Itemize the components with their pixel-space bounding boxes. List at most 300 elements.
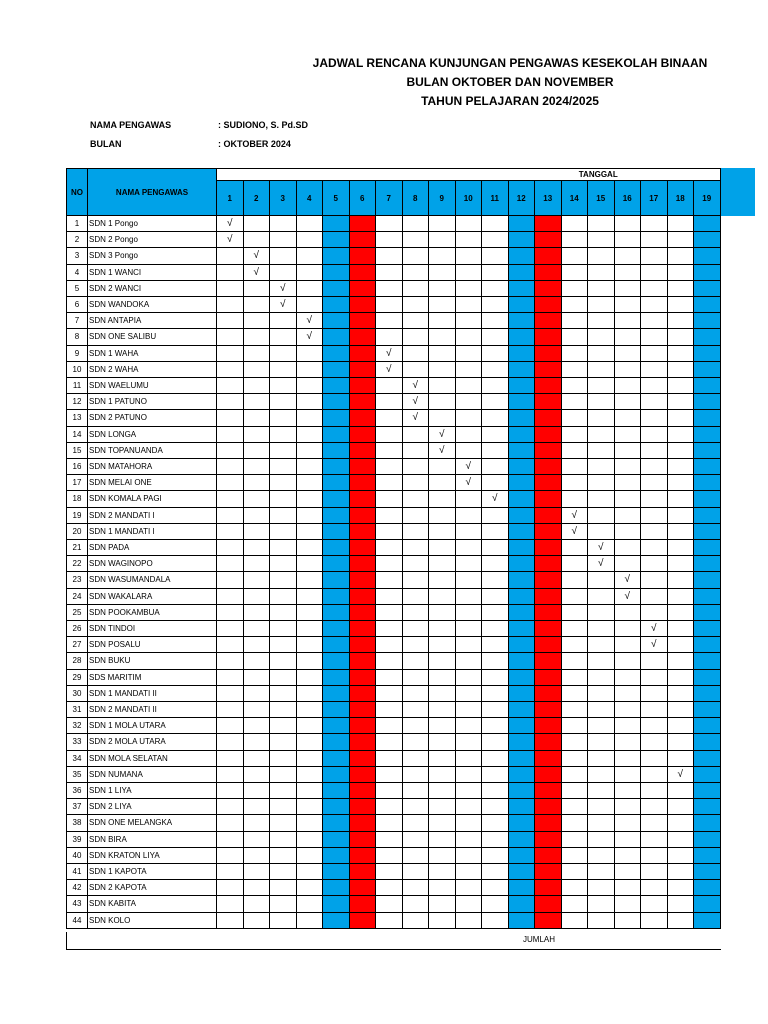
day-cell xyxy=(350,670,377,686)
day-cell xyxy=(244,459,271,475)
day-cell xyxy=(297,216,324,232)
day-cell xyxy=(535,540,562,556)
school-name: SDN 2 KAPOTA xyxy=(88,880,217,896)
day-cell xyxy=(694,605,721,621)
day-cell xyxy=(456,508,483,524)
day-cell xyxy=(562,297,589,313)
day-cell xyxy=(350,815,377,831)
day-cell xyxy=(403,718,430,734)
day-cell xyxy=(376,815,403,831)
day-cell xyxy=(376,216,403,232)
day-cell xyxy=(323,491,350,507)
day-cell xyxy=(297,508,324,524)
day-cell xyxy=(641,880,668,896)
school-name: SDN TOPANUANDA xyxy=(88,443,217,459)
day-cell xyxy=(217,248,244,264)
check-mark: √ xyxy=(244,265,271,281)
day-cell xyxy=(376,572,403,588)
row-number: 7 xyxy=(66,313,88,329)
day-cell xyxy=(562,491,589,507)
day-cell xyxy=(562,913,589,929)
day-cell xyxy=(403,605,430,621)
day-cell xyxy=(350,443,377,459)
day-cell xyxy=(217,524,244,540)
day-cell xyxy=(323,540,350,556)
day-cell xyxy=(429,913,456,929)
day-cell xyxy=(217,605,244,621)
day-cell xyxy=(668,524,695,540)
day-cell xyxy=(694,815,721,831)
row-number: 44 xyxy=(66,913,88,929)
day-cell xyxy=(217,378,244,394)
day-cell xyxy=(668,896,695,912)
day-cell xyxy=(588,848,615,864)
day-cell xyxy=(482,815,509,831)
day-cell xyxy=(244,783,271,799)
day-cell xyxy=(588,459,615,475)
day-cell xyxy=(323,508,350,524)
day-cell xyxy=(217,410,244,426)
day-cell xyxy=(429,281,456,297)
day-cell xyxy=(456,232,483,248)
row-number: 27 xyxy=(66,637,88,653)
day-cell xyxy=(694,913,721,929)
day-cell xyxy=(615,751,642,767)
day-cell xyxy=(509,362,536,378)
day-cell xyxy=(456,686,483,702)
day-cell xyxy=(615,524,642,540)
check-mark: √ xyxy=(244,248,271,264)
day-cell xyxy=(641,589,668,605)
day-cell xyxy=(615,686,642,702)
day-cell xyxy=(562,362,589,378)
day-cell xyxy=(509,896,536,912)
day-cell xyxy=(562,670,589,686)
day-cell xyxy=(270,913,297,929)
day-cell xyxy=(350,848,377,864)
day-header-9: 9 xyxy=(429,180,456,216)
day-cell xyxy=(482,767,509,783)
day-cell xyxy=(694,410,721,426)
day-cell xyxy=(376,702,403,718)
check-mark: √ xyxy=(482,491,509,507)
column-header-no: NO xyxy=(66,168,88,216)
day-header-14: 14 xyxy=(562,180,589,216)
day-header-13: 13 xyxy=(535,180,562,216)
day-cell xyxy=(403,686,430,702)
row-number: 26 xyxy=(66,621,88,637)
day-cell xyxy=(376,265,403,281)
day-cell xyxy=(482,459,509,475)
day-cell xyxy=(456,832,483,848)
day-cell xyxy=(615,508,642,524)
day-cell xyxy=(429,475,456,491)
day-cell xyxy=(323,702,350,718)
day-cell xyxy=(615,864,642,880)
day-cell xyxy=(588,767,615,783)
day-cell xyxy=(482,605,509,621)
day-cell xyxy=(641,718,668,734)
day-cell xyxy=(429,524,456,540)
day-cell xyxy=(535,475,562,491)
day-cell xyxy=(403,524,430,540)
check-mark: √ xyxy=(217,232,244,248)
day-cell xyxy=(509,589,536,605)
day-cell xyxy=(350,297,377,313)
row-number: 25 xyxy=(66,605,88,621)
day-cell xyxy=(588,653,615,669)
day-cell xyxy=(244,799,271,815)
day-cell xyxy=(429,459,456,475)
day-cell xyxy=(615,297,642,313)
day-cell xyxy=(615,232,642,248)
day-cell xyxy=(323,653,350,669)
school-name: SDN 1 KAPOTA xyxy=(88,864,217,880)
day-header-18: 18 xyxy=(668,180,695,216)
day-cell xyxy=(509,329,536,345)
day-header-11: 11 xyxy=(482,180,509,216)
day-cell xyxy=(694,751,721,767)
day-cell xyxy=(615,832,642,848)
day-cell xyxy=(244,378,271,394)
day-cell xyxy=(509,605,536,621)
day-cell xyxy=(270,637,297,653)
day-cell xyxy=(509,864,536,880)
day-cell xyxy=(403,589,430,605)
day-cell xyxy=(403,313,430,329)
day-cell xyxy=(562,329,589,345)
day-cell xyxy=(641,605,668,621)
day-cell xyxy=(668,313,695,329)
day-cell xyxy=(615,427,642,443)
day-cell xyxy=(217,653,244,669)
row-number: 5 xyxy=(66,281,88,297)
day-cell xyxy=(456,880,483,896)
day-cell xyxy=(668,394,695,410)
day-cell xyxy=(588,346,615,362)
day-cell xyxy=(456,556,483,572)
day-cell xyxy=(429,848,456,864)
day-cell xyxy=(509,556,536,572)
day-cell xyxy=(615,734,642,750)
row-number: 39 xyxy=(66,832,88,848)
day-cell xyxy=(535,880,562,896)
day-cell xyxy=(297,346,324,362)
school-name: SDN KRATON LIYA xyxy=(88,848,217,864)
day-cell xyxy=(270,459,297,475)
day-cell xyxy=(668,718,695,734)
day-cell xyxy=(429,410,456,426)
day-cell xyxy=(323,313,350,329)
day-cell xyxy=(641,767,668,783)
day-cell xyxy=(535,265,562,281)
day-cell xyxy=(509,880,536,896)
day-cell xyxy=(694,832,721,848)
day-cell xyxy=(376,848,403,864)
day-cell xyxy=(668,670,695,686)
day-header-1: 1 xyxy=(217,180,244,216)
day-cell xyxy=(694,427,721,443)
day-cell xyxy=(694,346,721,362)
day-cell xyxy=(509,783,536,799)
day-cell xyxy=(429,751,456,767)
day-cell xyxy=(562,394,589,410)
day-header-6: 6 xyxy=(350,180,377,216)
row-number: 19 xyxy=(66,508,88,524)
day-cell xyxy=(376,378,403,394)
day-cell xyxy=(615,362,642,378)
day-cell xyxy=(350,864,377,880)
day-cell xyxy=(376,864,403,880)
day-cell xyxy=(694,767,721,783)
day-cell xyxy=(376,718,403,734)
day-cell xyxy=(615,670,642,686)
day-cell xyxy=(297,848,324,864)
school-name: SDN MELAI ONE xyxy=(88,475,217,491)
row-number: 22 xyxy=(66,556,88,572)
school-name: SDN POSALU xyxy=(88,637,217,653)
day-cell xyxy=(641,556,668,572)
day-cell xyxy=(244,232,271,248)
row-number: 33 xyxy=(66,734,88,750)
day-cell xyxy=(429,734,456,750)
day-cell xyxy=(694,589,721,605)
day-cell xyxy=(456,653,483,669)
day-cell xyxy=(376,832,403,848)
day-cell xyxy=(482,572,509,588)
day-cell xyxy=(217,621,244,637)
day-cell xyxy=(429,329,456,345)
school-name: SDN 2 MANDATI II xyxy=(88,702,217,718)
day-cell xyxy=(482,670,509,686)
day-cell xyxy=(615,718,642,734)
day-cell xyxy=(217,702,244,718)
day-cell xyxy=(270,443,297,459)
day-cell xyxy=(429,508,456,524)
day-cell xyxy=(376,410,403,426)
day-cell xyxy=(668,913,695,929)
day-cell xyxy=(562,346,589,362)
day-cell xyxy=(403,799,430,815)
day-cell xyxy=(350,702,377,718)
day-cell xyxy=(350,783,377,799)
day-cell xyxy=(376,799,403,815)
day-cell xyxy=(615,848,642,864)
school-name: SDN 2 Pongo xyxy=(88,232,217,248)
day-header-3: 3 xyxy=(270,180,297,216)
school-name: SDN KABITA xyxy=(88,896,217,912)
school-name: SDN 2 MOLA UTARA xyxy=(88,734,217,750)
day-cell xyxy=(297,524,324,540)
day-cell xyxy=(297,702,324,718)
school-name: SDN 2 WAHA xyxy=(88,362,217,378)
day-cell xyxy=(588,297,615,313)
day-cell xyxy=(323,670,350,686)
day-cell xyxy=(244,491,271,507)
day-cell xyxy=(668,605,695,621)
day-cell xyxy=(668,475,695,491)
day-cell xyxy=(615,410,642,426)
day-cell xyxy=(535,621,562,637)
day-cell xyxy=(509,653,536,669)
day-cell xyxy=(244,637,271,653)
day-cell xyxy=(270,572,297,588)
day-cell xyxy=(270,799,297,815)
day-cell xyxy=(562,751,589,767)
day-cell xyxy=(456,670,483,686)
day-cell xyxy=(694,572,721,588)
row-number: 6 xyxy=(66,297,88,313)
day-cell xyxy=(456,637,483,653)
day-cell xyxy=(456,281,483,297)
day-cell xyxy=(588,394,615,410)
day-cell xyxy=(403,896,430,912)
day-cell xyxy=(376,281,403,297)
day-cell xyxy=(323,475,350,491)
day-cell xyxy=(270,540,297,556)
day-cell xyxy=(509,572,536,588)
day-cell xyxy=(641,346,668,362)
day-cell xyxy=(244,832,271,848)
day-cell xyxy=(297,378,324,394)
day-cell xyxy=(562,621,589,637)
row-number: 24 xyxy=(66,589,88,605)
day-cell xyxy=(429,864,456,880)
day-cell xyxy=(429,896,456,912)
day-cell xyxy=(668,362,695,378)
day-cell xyxy=(297,232,324,248)
day-cell xyxy=(615,378,642,394)
document-year: TAHUN PELAJARAN 2024/2025 xyxy=(421,94,599,108)
day-cell xyxy=(535,718,562,734)
day-cell xyxy=(509,832,536,848)
check-mark: √ xyxy=(376,362,403,378)
day-cell xyxy=(668,653,695,669)
day-cell xyxy=(694,864,721,880)
check-mark: √ xyxy=(270,297,297,313)
day-cell xyxy=(615,767,642,783)
school-name: SDN WAELUMU xyxy=(88,378,217,394)
day-cell xyxy=(668,443,695,459)
day-cell xyxy=(376,783,403,799)
month-label: BULAN xyxy=(90,139,122,149)
day-cell xyxy=(482,297,509,313)
day-cell xyxy=(456,767,483,783)
check-mark: √ xyxy=(403,378,430,394)
day-cell xyxy=(297,734,324,750)
row-number: 9 xyxy=(66,346,88,362)
day-cell xyxy=(641,686,668,702)
day-cell xyxy=(217,475,244,491)
day-cell xyxy=(562,702,589,718)
day-cell xyxy=(509,491,536,507)
day-cell xyxy=(482,848,509,864)
day-cell xyxy=(456,297,483,313)
day-cell xyxy=(350,313,377,329)
day-cell xyxy=(641,864,668,880)
day-cell xyxy=(509,248,536,264)
day-cell xyxy=(615,637,642,653)
day-cell xyxy=(482,621,509,637)
day-cell xyxy=(615,248,642,264)
day-cell xyxy=(694,848,721,864)
day-cell xyxy=(588,491,615,507)
day-cell xyxy=(429,572,456,588)
day-cell xyxy=(244,605,271,621)
day-cell xyxy=(297,540,324,556)
row-number: 31 xyxy=(66,702,88,718)
day-cell xyxy=(429,621,456,637)
day-cell xyxy=(217,589,244,605)
day-header-2: 2 xyxy=(244,180,271,216)
day-cell xyxy=(694,491,721,507)
day-cell xyxy=(376,734,403,750)
check-mark: √ xyxy=(641,621,668,637)
day-cell xyxy=(668,864,695,880)
day-cell xyxy=(244,815,271,831)
school-name: SDN ONE MELANGKA xyxy=(88,815,217,831)
day-cell xyxy=(217,799,244,815)
day-cell xyxy=(562,896,589,912)
day-cell xyxy=(641,734,668,750)
day-cell xyxy=(535,524,562,540)
day-cell xyxy=(297,265,324,281)
day-cell xyxy=(244,686,271,702)
day-cell xyxy=(429,491,456,507)
day-cell xyxy=(482,913,509,929)
day-cell xyxy=(270,362,297,378)
day-cell xyxy=(588,880,615,896)
day-cell xyxy=(350,799,377,815)
check-mark: √ xyxy=(403,394,430,410)
day-cell xyxy=(403,637,430,653)
column-header-name: NAMA PENGAWAS xyxy=(88,168,217,216)
day-cell xyxy=(694,540,721,556)
day-cell xyxy=(562,281,589,297)
day-cell xyxy=(588,443,615,459)
day-cell xyxy=(615,913,642,929)
day-cell xyxy=(270,248,297,264)
day-cell xyxy=(217,572,244,588)
day-cell xyxy=(429,718,456,734)
day-cell xyxy=(694,329,721,345)
day-cell xyxy=(297,670,324,686)
day-cell xyxy=(323,459,350,475)
day-cell xyxy=(429,346,456,362)
day-cell xyxy=(270,702,297,718)
day-cell xyxy=(668,832,695,848)
day-cell xyxy=(456,718,483,734)
day-cell xyxy=(482,265,509,281)
school-name: SDN KOMALA PAGI xyxy=(88,491,217,507)
day-cell xyxy=(509,475,536,491)
day-cell xyxy=(323,637,350,653)
day-cell xyxy=(270,896,297,912)
row-number: 15 xyxy=(66,443,88,459)
day-cell xyxy=(509,378,536,394)
day-cell xyxy=(641,281,668,297)
day-cell xyxy=(403,734,430,750)
day-cell xyxy=(456,313,483,329)
day-cell xyxy=(350,589,377,605)
month-value: : OKTOBER 2024 xyxy=(218,139,291,149)
day-cell xyxy=(350,265,377,281)
day-cell xyxy=(588,232,615,248)
document-subtitle: BULAN OKTOBER DAN NOVEMBER xyxy=(406,75,614,89)
day-cell xyxy=(376,767,403,783)
day-cell xyxy=(641,459,668,475)
day-cell xyxy=(641,427,668,443)
